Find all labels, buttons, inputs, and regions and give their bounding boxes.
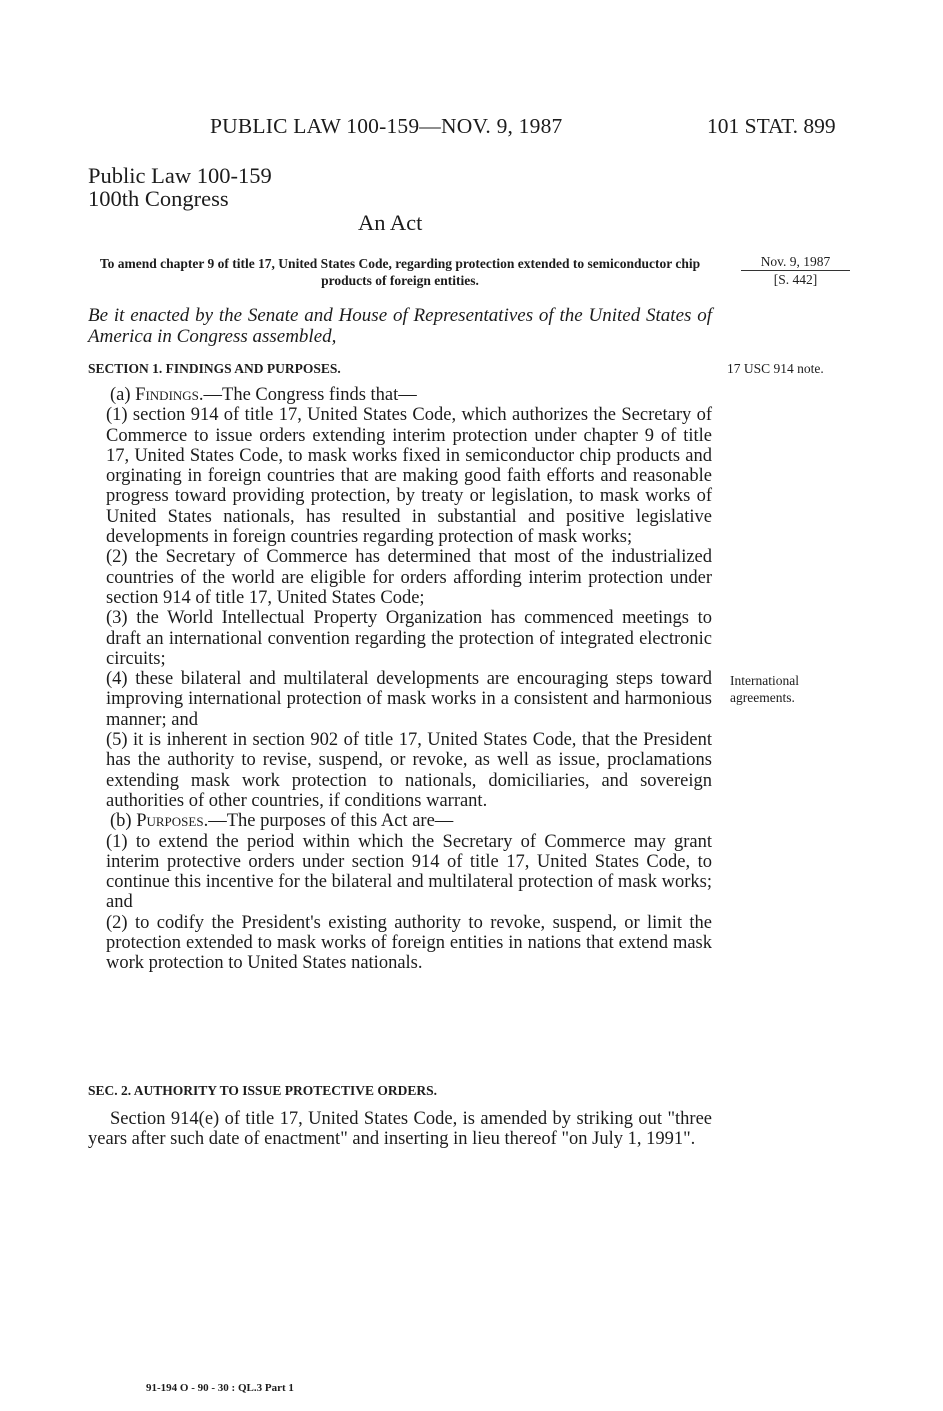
margin-usc-note: 17 USC 914 note. <box>727 361 824 376</box>
subsection-b-caption: Purposes <box>136 811 204 832</box>
subsection-a-label: (a) <box>110 385 136 405</box>
public-law-number: Public Law 100-159 <box>88 163 272 188</box>
subsection-b <box>88 811 712 831</box>
subsection-b-label: (b) <box>110 811 137 832</box>
congress-number: 100th Congress <box>88 186 229 211</box>
margin-topic-line-2: agreements. <box>730 690 795 705</box>
purpose-2: (2) to codify the President's existing authority to revoke, suspend, or limit the protection extended to mask works of foreign entities in nations that extend mask work protection to United States nationals. <box>106 912 712 974</box>
finding-5: (5) it is inherent in section 902 of title 17, United States Code, that the President has the authority to revise, suspend, or revoke, as well as issue, proclamations extending mask work protection to nationals, domiciliaries, and sovereign authorities of other countries, if conditions warrant. <box>106 730 712 811</box>
section-2-text: Section 914(e) of title 17, United States Code, is amended by striking out "three years after such date of enactment" and inserting in lieu thereof "on July 1, 1991". <box>88 1109 712 1150</box>
finding-3: (3) the World Intellectual Property Organization has commenced meetings to draft an international convention regarding the protection of integrated electronic circuits; <box>106 608 712 669</box>
act-title: An Act <box>358 210 423 235</box>
finding-2: (2) the Secretary of Commerce has determined that most of the industrialized countries of the world are eligible for orders affording interim protection under section 914 of title 17, United States Code; <box>106 547 712 608</box>
subsection-a-text: .—The Congress finds that— <box>198 385 417 405</box>
subsection-a-caption: Findings <box>135 385 199 405</box>
section-1-body <box>88 385 712 974</box>
section-1-heading: SECTION 1. FINDINGS AND PURPOSES. <box>88 361 341 376</box>
subsection-b-text: .—The purposes of this Act are— <box>203 811 454 832</box>
stat-page-number: 101 STAT. 899 <box>707 114 836 138</box>
print-code-footer: 91-194 O - 90 - 30 : QL.3 Part 1 <box>146 1382 294 1394</box>
finding-4: (4) these bilateral and multilateral developments are encouraging steps toward improving international protection of mask works in a consistent and harmonious manner; and <box>106 669 712 730</box>
act-purpose: To amend chapter 9 of title 17, United States Code, regarding protection extended to semiconductor chip products of foreign entities. <box>99 256 701 288</box>
margin-topic-note <box>730 672 799 706</box>
subsection-a <box>88 385 712 405</box>
enacting-clause: Be it enacted by the Senate and House of Representatives of the United States of America in Congress assembled, <box>88 305 712 347</box>
purpose-1: (1) to extend the period within which the Secretary of Commerce may grant interim protective orders under section 914 of title 17, United States Code, to continue this incentive for the bilateral and multilateral protection of mask works; and <box>106 831 712 913</box>
margin-date-block <box>741 253 850 288</box>
section-2-heading: SEC. 2. AUTHORITY TO ISSUE PROTECTIVE ORDERS. <box>88 1083 437 1098</box>
margin-date: Nov. 9, 1987 <box>760 254 831 269</box>
section-2-body <box>88 1109 712 1150</box>
margin-topic-line-1: International <box>730 673 799 688</box>
running-head: PUBLIC LAW 100-159—NOV. 9, 1987 <box>210 114 563 138</box>
finding-1: (1) section 914 of title 17, United States Code, which authorizes the Secretary of Commerce to issue orders extending interim protection under chapter 9 of title 17, United States Code, to mask works fixed in semiconductor chip products and orginating in foreign countries that are making good faith efforts and reasonable progress toward providing protection, by treaty or legislation, to mask works of United States nationals, has resulted in substantial and positive legislative developments in foreign countries regarding protection of mask works; <box>106 405 712 548</box>
margin-bill-number: [S. 442] <box>773 272 818 287</box>
